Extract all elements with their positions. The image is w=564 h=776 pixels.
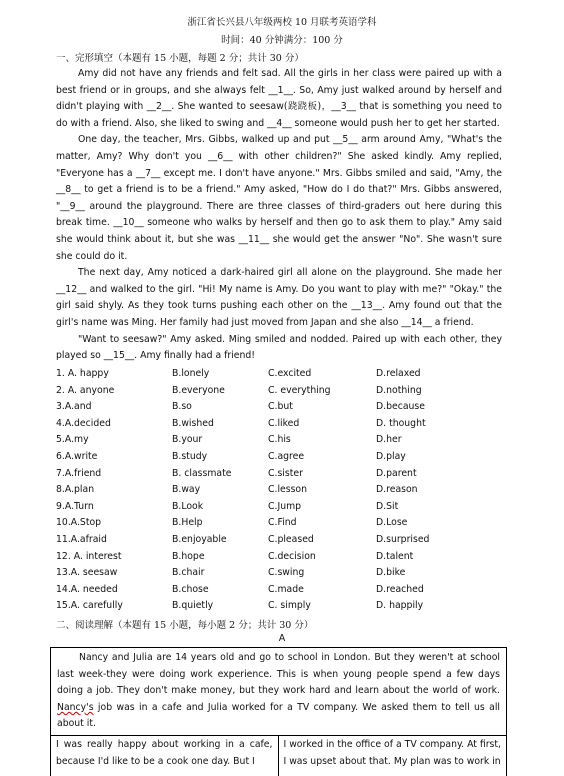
option-row	[56, 466, 502, 483]
option-choice: D. thought	[376, 417, 426, 429]
option-choice: 9.A.Turn	[56, 500, 94, 512]
passage-paragraph: One day, the teacher, Mrs. Gibbs, walked up and put __5__ arm around Amy, "What's the matter, Amy? Why don't you __6__ with other children?" She asked kindly. Amy replied, "Everyone has a __7__ except me. I don't have anyone." Mrs. Gibbs smiled and said, "Amy, the __8__ to get a friend is to be a friend." Amy asked, "How do I do that?" Mrs. Gibbs answered, "__9__ around the playground. There are three classes of third-graders out here during this break time. __10__ someone who walks by herself and then go to ask them to play." Amy said she would think about it, but she was __11__ she would get the answer "No". She wasn't sure she could do it.	[56, 134, 502, 262]
option-choice: B.wished	[172, 417, 214, 429]
option-choice: 13.A. seesaw	[56, 567, 118, 579]
option-choice: D.her	[376, 434, 402, 446]
exam-time-score: 时间：40 分钟满分：100 分	[221, 35, 343, 46]
option-choice: C.decision	[268, 550, 316, 562]
option-choice: D.talent	[376, 550, 414, 562]
option-row	[56, 482, 502, 499]
option-choice: B. classmate	[172, 467, 232, 479]
cloze-options	[56, 366, 502, 615]
passage-label: A	[278, 633, 286, 644]
option-choice: B.everyone	[172, 384, 225, 396]
option-choice: D.nothing	[376, 384, 422, 396]
option-choice: 6.A.write	[56, 450, 98, 462]
option-choice: 3.A.and	[56, 401, 92, 413]
option-row	[56, 416, 502, 433]
passage-paragraph: "Want to seesaw?" Amy asked. Ming smiled and nodded. Paired up with each other, they played so __15__. Amy finally had a friend!	[56, 333, 502, 362]
option-choice: D.reached	[376, 583, 424, 595]
option-row	[56, 383, 502, 400]
option-row	[56, 598, 502, 615]
option-choice: C. everything	[268, 384, 331, 396]
option-choice: D.relaxed	[376, 368, 421, 379]
nancy-column: I was really happy about working in a cafe, because I'd like to be a cook one day. But I	[51, 736, 279, 776]
julia-column: I worked in the office of a TV company. At first, I was upset about that. My plan was to work in	[283, 738, 501, 767]
reading-columns	[51, 736, 506, 776]
option-choice: D.bike	[376, 567, 406, 579]
option-choice: C.made	[268, 583, 304, 595]
option-row	[56, 582, 502, 599]
option-choice: D.because	[376, 401, 425, 413]
option-choice: B.hope	[172, 550, 205, 562]
option-choice: 7.A.friend	[56, 467, 102, 479]
option-choice: B.enjoyable	[172, 533, 227, 545]
option-choice: B.study	[172, 450, 208, 462]
option-choice: C.agree	[268, 450, 305, 462]
option-row	[56, 565, 502, 582]
option-row	[56, 399, 502, 416]
reading-passage-box	[50, 647, 507, 776]
intro-text: Nancy and Julia are 14 years old and go to school in London. But they weren't at school last week-they were doing work experience. This is when young people spend a few days doing a job. They don't make money, but they work hard and learn about the world of work.	[57, 652, 500, 697]
option-choice: 8.A.plan	[56, 484, 95, 496]
option-row	[56, 549, 502, 566]
option-choice: B.Look	[172, 500, 204, 512]
option-choice: 11.A.afraid	[56, 533, 107, 545]
cloze-passage	[56, 66, 502, 365]
option-choice: B.chose	[172, 583, 209, 595]
option-row	[56, 515, 502, 532]
option-choice: 10.A.Stop	[56, 517, 102, 529]
option-choice: D.surprised	[376, 533, 430, 545]
option-choice: B.quietly	[172, 600, 214, 612]
option-choice: B.your	[172, 434, 203, 446]
option-choice: 14.A. needed	[56, 583, 118, 595]
option-choice: C.his	[268, 434, 291, 446]
intro-name: Nancy's	[57, 701, 94, 713]
option-choice: 15.A. carefully	[56, 600, 123, 612]
option-choice: C.but	[268, 401, 293, 413]
exam-title: 浙江省长兴县八年级两校 10 月联考英语学科	[187, 17, 377, 28]
passage-paragraph: The next day, Amy noticed a dark-haired girl all alone on the playground. She made her __12__ and walked to the girl. "Hi! My name is Amy. Do you want to play with me?" "Okay." the girl said shyly. As they took turns pushing each other on the __13__. Amy found out that the girl's name was Ming. Her family had just moved from Japan and she also __14__ a friend.	[56, 267, 502, 328]
option-choice: D.Sit	[376, 500, 399, 512]
option-row	[56, 499, 502, 516]
option-choice: B.chair	[172, 567, 205, 579]
reading-intro	[51, 648, 506, 736]
option-choice: 12. A. interest	[56, 550, 122, 562]
option-choice: C.liked	[268, 417, 300, 429]
option-choice: B.way	[172, 484, 201, 496]
option-row	[56, 366, 502, 383]
option-choice: C.Find	[268, 517, 297, 529]
option-choice: B.so	[172, 401, 192, 413]
cloze-section-heading: 一、完形填空（本题有 15 小题，每题 2 分；共计 30 分）	[56, 53, 304, 64]
option-choice: B.Help	[172, 517, 203, 529]
option-choice: 2. A. anyone	[56, 384, 115, 396]
option-choice: 4.A.decided	[56, 417, 111, 429]
option-choice: 5.A.my	[56, 434, 89, 446]
option-choice: C.pleased	[268, 533, 314, 545]
option-choice: D.Lose	[376, 517, 408, 529]
option-choice: D.play	[376, 450, 406, 462]
intro-text-end: job was in a cafe and Julia worked for a TV company. We asked them to tell us all about it.	[57, 701, 500, 730]
option-row	[56, 532, 502, 549]
option-choice: 1. A. happy	[56, 368, 109, 379]
option-choice: C. simply	[268, 600, 311, 612]
option-choice: C.sister	[268, 467, 303, 479]
option-choice: C.Jump	[268, 500, 302, 512]
option-choice: C.lesson	[268, 484, 308, 496]
reading-section-heading: 二、阅读理解（本题有 15 小题，每小题 2 分；共计 30 分）	[56, 620, 314, 631]
option-choice: B.lonely	[172, 368, 210, 379]
option-choice: D. happily	[376, 600, 424, 612]
option-row	[56, 432, 502, 449]
option-choice: C.swing	[268, 567, 305, 579]
option-choice: D.reason	[376, 484, 418, 496]
option-choice: D.parent	[376, 467, 417, 479]
option-choice: C.excited	[268, 368, 312, 379]
passage-paragraph: Amy did not have any friends and felt sad. All the girls in her class were paired up with a best friend or in groups, and she always felt __1__. So, Amy just walked around by herself and didn't playing with __2__. She wanted to seesaw(跷跷板)，__3__ that is something you need to do with a friend. Also, she liked to swing and __4__ someone would push her to get her started.	[56, 68, 502, 129]
option-row	[56, 449, 502, 466]
